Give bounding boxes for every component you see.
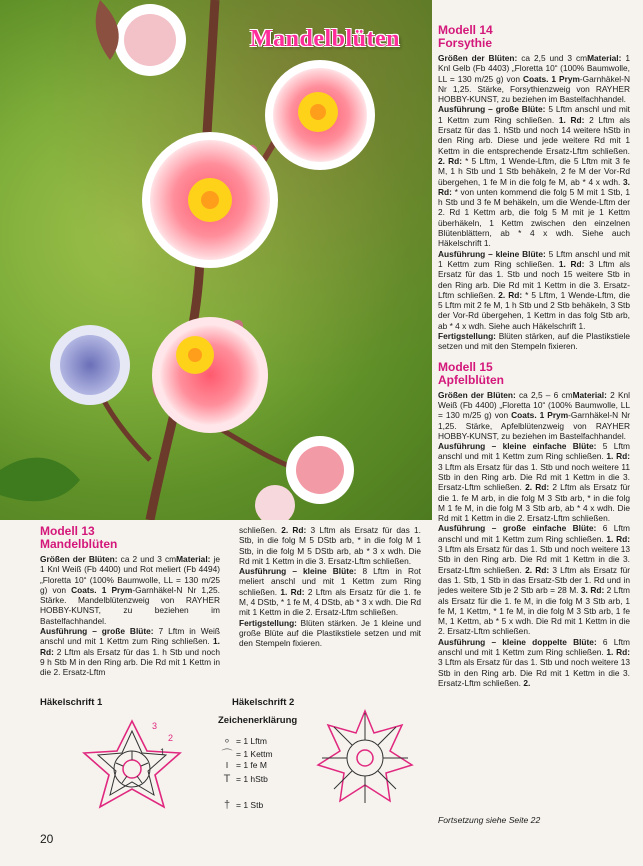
run-bold: 2. Rd: [281, 525, 307, 535]
run-bold: Material: [176, 554, 211, 564]
middle-column [239, 525, 421, 649]
run-text: 3 Lftm als Ersatz für das 1. Stb und noch weitere 11 Stb in den Ring arb. Die Rd mit 1 Kettm in die 3. Ersatz-Lftm schließen. [438, 461, 630, 493]
modell15-paragraph-p3 [438, 523, 630, 636]
almond-blossom-photo [0, 0, 432, 520]
modell15-body [438, 390, 630, 689]
run-bold: 1. Rd: [606, 647, 630, 658]
run-text: 7 Lftm in Weiß anschl und mit 1 Kettm zum Ring schließen. [40, 626, 221, 647]
modell15-heading: Modell 15 [438, 359, 493, 374]
modell14-body [438, 53, 630, 352]
photo-illustration [0, 0, 432, 520]
modell13-paragraph-p2 [40, 626, 220, 677]
run-text: Blüten stärken, auf die Plastikstiele setzen und mit den Stempeln fixieren. [438, 331, 630, 352]
run-bold: Fertigstellung: [438, 331, 496, 342]
run-text: 2 Lftm als Ersatz für das 1. h Stb und noch 9 h Stb M in den Ring arb. Die Rd mit 1 Kettm in die 2. Ersatz-Lftm [40, 646, 220, 678]
run-bold: Coats. 1 Prym [522, 73, 580, 84]
modell14-paragraph-p3 [438, 249, 630, 331]
run-bold: Ausführung – kleine einfache Blüte: [438, 441, 597, 452]
run-text: 3 Lftm als Ersatz für das 1. Stb und noch 15 weitere Stb in den Ring arb. Die Rd mit 1 Kettm in die 3. Ersatz-Lftm schließen. [438, 258, 630, 300]
run-text: -Garnhäkel-N Nr 1,25. Stärke, Forsythienzweig von RAYHER HOBBY-KUNST, zu beziehen im Bastelfachhandel. [438, 73, 630, 105]
run-text: 6 Lftm anschl und mit 1 Kettm zum Ring schließen. [438, 636, 630, 658]
run-bold: 2. Rd: [438, 155, 463, 166]
run-bold: Ausführung – große einfache Blüte: [438, 523, 597, 534]
run-bold: Größen der Blüten: [438, 53, 518, 63]
run-text: -Garnhäkel-N Nr 1,25. Stärke. Mandelblütenzweig von RAYHER HOBBY-KUNST, zu beziehen im Bastelfachhandel. [40, 584, 220, 626]
page-number: 20 [40, 832, 54, 846]
run-bold: 1. Rd: [558, 114, 585, 125]
modell14-paragraph-p1 [438, 53, 630, 104]
run-bold: 1. Rd: [606, 451, 630, 462]
legend-half-double: T = 1 hStb [218, 773, 268, 785]
left-column [40, 525, 220, 678]
photo-title: Mandelblüten [250, 26, 401, 52]
half-double-crochet-icon: T [223, 773, 231, 785]
legend-single: ı = 1 fe M [218, 759, 267, 771]
modell15-subheading: Apfelblüten [438, 372, 504, 387]
run-bold: 3. Rd: [438, 176, 630, 197]
run-bold: Coats. 1 Prym [71, 584, 133, 595]
run-bold: Material: [572, 389, 607, 400]
run-bold: 2. Rd: [525, 564, 550, 575]
legend-slip: ⌒ = 1 Kettm [218, 746, 273, 762]
run-text: 1 Knl Gelb (Fb 4403) „Floretta 10“ (100% Baumwolle, LL = 130 m/25 g) von [438, 53, 630, 84]
run-text: ca 2 und 3 cm [117, 554, 177, 564]
diagram2-label: Häkelschrift 2 [232, 697, 295, 708]
run-text: Blüten stärken. Je 1 kleine und große Blüte auf die Plastikstiele setzen und mit den Stempeln fixieren. [239, 617, 421, 649]
run-bold: Größen der Blüten: [438, 389, 516, 400]
run-bold: Coats. 1 Prym [511, 410, 569, 421]
run-text: * von unten kommend die folg 5 M mit 1 Stb, 1 h Stb und 3 fe M behäkeln, um die Wende-Lftm der 2. Rd 1 Kettm arb, die folg 5 M mit je 1 Kettm überhäkeln, 1 Kettm zwischen den einzelnen Blütenblättern, ab * 4 x wdh. Siehe auch Häkelschrift 1. [438, 186, 630, 249]
run-bold: 1. Rd: [40, 636, 220, 657]
run-bold: Ausführung – kleine Blüte: [239, 566, 357, 577]
run-text: 3 Lftm als Ersatz für das 1. Stb, in die folg M 5 DStb arb, * in die folg M 1 Stb, in die folg M 5 DStb arb, ab * 3 x wdh. Die Rd mit 1 Kettm in die 3. Ersatz-Lftm schließen. [239, 525, 421, 566]
run-bold: 2. [523, 677, 531, 688]
run-text: 2 Knl Weiß (Fb 4400) „Floretta 10“ (100% Baumwolle, LL = 130 m/25 g) von [438, 389, 630, 421]
run-text: 6 Lftm anschl und mit 1 Kettm zum Ring schließen. [438, 523, 630, 544]
run-bold: Ausführung – kleine Blüte: [438, 248, 546, 259]
modell14-heading: Modell 14 [438, 23, 493, 37]
run-bold: Ausführung – kleine doppelte Blüte: [438, 636, 597, 647]
run-bold: Ausführung – große Blüte: [40, 626, 154, 637]
run-text: 2 Lftm als Ersatz für die 1. fe M, 4 DStb, * 1 fe M, 4 DStb, ab * 3 x wdh. Die Rd mit 1 Kettm in die 2. Ersatz-Lftm schließen. [239, 586, 421, 618]
legend-double: † = 1 Stb [218, 799, 263, 811]
run-text: 3 Lftm als Ersatz für das 1. Stb, 1 Stb in das Ersatz-Stb der 1. Rd und in jedes weitere Stb je 2 Stb arb = 28 M. [438, 564, 630, 596]
run-bold: 2. Rd: [525, 482, 550, 493]
modell13-heading: Modell 13 [40, 524, 95, 538]
modell14-paragraph-p2 [438, 104, 630, 248]
run-text: ca 2,5 und 3 cm [517, 53, 588, 63]
crochet-chart-1 [62, 707, 202, 827]
diagram1-label: Häkelschrift 1 [40, 697, 103, 708]
chain-stitch-icon: ∘ [223, 735, 231, 747]
run-bold: Ausführung – große Blüte: [438, 104, 546, 115]
run-text: 2 Lftm als Ersatz für das 1. hStb und noch 14 weitere hStb in den Ring arb. Diese und jede weitere Rd mit 1 Kettm in die entsprechende Ersatz-Lftm schließen. [438, 114, 630, 156]
modell13b-paragraph-p3 [239, 618, 421, 649]
run-text: * 5 Lftm, 1 Wende-Lftm, die 5 Lftm mit 3 fe M, 1 h Stb und 1 Stb behäkeln, 2 fe M der Vor-Rd übergehen, 1 fe M in die folg fe M, ab * 4 x wdh. [438, 155, 631, 187]
run-bold: Fertigstellung: [239, 617, 297, 628]
modell13b-paragraph-p2 [239, 566, 421, 617]
modell13-subheading: Mandelblüten [40, 537, 118, 551]
right-column [438, 24, 630, 688]
run-text: schließen. [239, 525, 282, 535]
ring-number-1: 1 [160, 747, 166, 757]
run-text: 5 Lftm anschl und mit 1 Kettm zum Ring schließen. [438, 104, 631, 125]
modell13-paragraph-p1 [40, 554, 220, 626]
crochet-chart-2 [310, 703, 420, 813]
run-text: 8 Lftm in Rot meliert anschl und mit 1 Kettm zum Ring schließen. [239, 566, 421, 597]
run-text: -Garnhäkel-N Nr 1,25. Stärke, Apfelblütenzweig von RAYHER HOBBY-KUNST, zu beziehen im Bastelfachhandel. [438, 410, 630, 441]
run-bold: 1. Rd: [280, 586, 305, 597]
run-bold: Material: [587, 53, 622, 63]
run-bold: Größen der Blüten: [40, 554, 118, 564]
run-text: 2 Lftm als Ersatz für die 1. fe M, in die folg M 3 Stb arb, 1 fe M, 1 Kettm, * 1 fe M, in die folg M 3 Stb arb, 1 fe M, 1 Kettm, ab * 5 x wdh. Die Rd mit 1 Kettm in die 2. Ersatz-Lftm schließen. [438, 585, 630, 637]
legend-chain: ∘ = 1 Lftm [218, 734, 267, 747]
run-text: 2 Lftm als Ersatz für die 1. fe M arb, in die folg M 3 Stb arb, * in die folg M 1 fe M, in die folg M 3 Stb arb, ab * 4 x wdh. Die Rd mit 1 Kettm in die 2. Ersatz-Lftm schließen. [438, 482, 630, 524]
single-crochet-icon: ı [225, 759, 229, 771]
modell13-continued [239, 525, 421, 649]
run-text: 5 Lftm anschl und mit 1 Kettm zum Ring schließen. [438, 248, 630, 269]
modell14-paragraph-p4 [438, 331, 630, 352]
run-text: 5 Lftm anschl und mit 1 Kettm zum Ring schließen. [438, 441, 630, 462]
modell13-body [40, 554, 220, 678]
modell15-paragraph-p4 [438, 637, 630, 688]
modell15-paragraph-p1 [438, 390, 630, 441]
run-bold: 1. Rd: [606, 533, 630, 544]
modell15-paragraph-p2 [438, 441, 630, 523]
modell14-subheading: Forsythie [438, 36, 493, 50]
continued-note: Fortsetzung siehe Seite 22 [438, 815, 541, 825]
run-text: 3 Lftm als Ersatz für das 1. Stb und noch weitere 13 Stb in den Ring arb. Die Rd mit 1 Kettm in die 3. Ersatz-Lftm schließen. [438, 544, 630, 575]
run-text: 3 Lftm als Ersatz für das 1. Stb und noch weitere 13 Stb in den Ring arb. Die Rd mit 1 Kettm in die 3. Ersatz-Lftm schließen. [438, 657, 630, 688]
run-text: je 1 Knl Weiß (Fb 4400) und Rot meliert (Fb 4494) „Floretta 10“ (100% Baumwolle, LL = 130 m/25 g) von [40, 554, 220, 595]
ring-number-2: 2 [168, 733, 174, 743]
run-bold: 2. Rd: [498, 289, 523, 300]
run-bold: 3. Rd: [580, 585, 605, 596]
run-text: * 5 Lftm, 1 Wende-Lftm, die 5 Lftm mit 2 fe M, 1 h Stb und 2 Stb behäkeln, 3 Stb der Vor-Rd übergehen, 1 Kettm in das folg Stb arb, ab * 4 x wdh. Siehe auch Häkelschrift 1. [438, 289, 630, 331]
run-bold: 1. Rd: [558, 258, 585, 269]
run-text: ca 2,5 – 6 cm [515, 389, 573, 400]
legend-title: Zeichenerklärung [218, 715, 298, 726]
double-crochet-icon: † [223, 799, 231, 811]
ring-number-3: 3 [152, 721, 158, 731]
slip-stitch-icon: ⌒ [221, 749, 233, 761]
modell13b-paragraph-p1 [239, 525, 421, 566]
